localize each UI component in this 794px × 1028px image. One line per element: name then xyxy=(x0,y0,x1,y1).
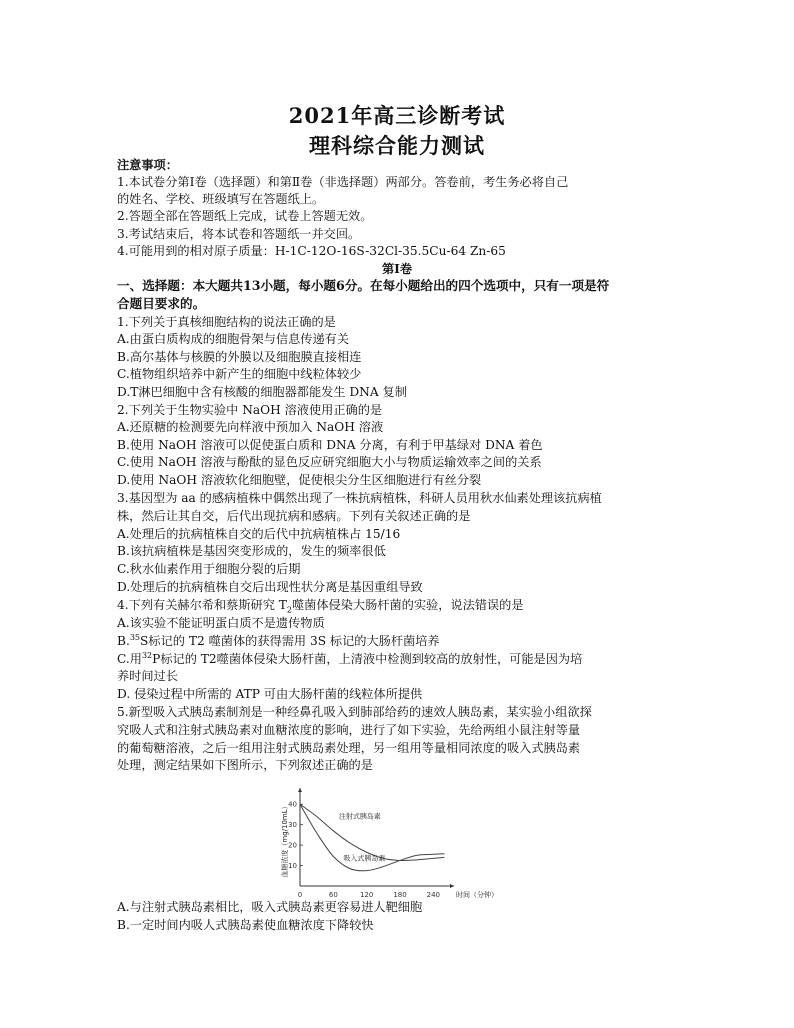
q2-option-c: C.使用 NaOH 溶液与酚酞的显色反应研究细胞大小与物质运输效率之间的关系 xyxy=(117,455,542,469)
q3-stem-1: 3.基因型为 aa 的感病植株中偶然出现了一株抗病植株，科研人员用秋水仙素处理该抗病植 xyxy=(117,491,602,505)
series-label-injected: 注射式胰岛素 xyxy=(338,812,381,821)
q4-stem: 4.下列有关赫尔希和蔡斯研究 $T_2$噬菌体侵染大肠杆菌的实验，说法错误的是 xyxy=(117,598,524,615)
x-tick-label: 0 xyxy=(297,891,303,899)
q3-option-b: B.该抗病植株是基因突变形成的，发生的频率很低 xyxy=(117,544,386,558)
q3-option-d: D.处理后的抗病植株自交后出现性状分离是基因重组导致 xyxy=(117,580,423,594)
chart-axes xyxy=(298,788,454,888)
part-title: 第Ⅰ卷 xyxy=(381,262,413,276)
q3-option-c: C.秋水仙素作用于细胞分裂的后期 xyxy=(117,562,301,576)
q5-stem-1: 5.新型吸入式胰岛素制剂是一种经鼻孔吸入到肺部给药的速效人胰岛素，某实验小组欲探 xyxy=(117,705,592,719)
q5-stem-3: 的葡萄糖溶液，之后一组用注射式胰岛素处理，另一组用等量相同浓度的吸入式胰岛素 xyxy=(117,741,581,755)
page-subtitle: 理科综合能力测试 xyxy=(309,133,485,158)
x-axis-title: 时间（分钟） xyxy=(456,891,498,899)
y-tick-label: 40 xyxy=(288,800,297,809)
q1-option-a: A.由蛋白质构成的细胞骨架与信息传递有关 xyxy=(117,332,350,346)
notice-line-1: 1.本试卷分第Ⅰ卷（选择题）和第Ⅱ卷（非选择题）两部分。答卷前，考生务必将自己 xyxy=(117,175,569,189)
notice-line-4: 3.考试结束后，将本试卷和答题纸一并交回。 xyxy=(117,227,361,241)
q2-option-a: A.还原糖的检测要先向样液中预加入 NaOH 溶液 xyxy=(117,420,384,434)
q3-option-a: A.处理后的抗病植株自交的后代中抗病植株占 15/16 xyxy=(117,527,401,541)
q5-option-a: A.与注射式胰岛素相比，吸入式胰岛素更容易进人靶细胞 xyxy=(117,900,423,914)
q5-stem-2: 究吸人式和注射式胰岛素对血糖浓度的影响，进行了如下实验，先给两组小鼠注射等量 xyxy=(117,723,581,737)
notice-line-5: 4.可能用到的相对原子质量：H-1C-12O-16S-32Cl-35.5Cu-64 Zn-65 xyxy=(117,244,506,258)
x-tick-label: 60 xyxy=(328,891,338,899)
x-tick-label: 240 xyxy=(426,891,441,899)
q2-stem: 2.下列关于生物实验中 NaOH 溶液使用正确的是 xyxy=(117,403,383,417)
q1-option-b: B.高尔基体与核膜的外膜以及细胞膜直接相连 xyxy=(117,350,362,364)
y-axis-title: 血糖浓度（mg/10mL） xyxy=(281,802,289,878)
q1-option-c: C.植物组织培养中新产生的细胞中线粒体较少 xyxy=(117,367,362,381)
section-instruction-2: 合题目要求的。 xyxy=(117,296,206,311)
x-tick-label: 120 xyxy=(359,891,374,899)
y-tick-label: 20 xyxy=(288,841,297,850)
notice-line-2: 的姓名、学校、班级填写在答题纸上。 xyxy=(117,192,325,206)
q4-option-a: A.该实验不能证明蛋白质不是遗传物质 xyxy=(117,616,325,630)
x-tick-label: 180 xyxy=(393,891,407,899)
y-tick-label: 10 xyxy=(288,862,297,871)
blood-glucose-chart xyxy=(268,780,498,900)
series-label-inhaled: 吸入式胰岛素 xyxy=(343,854,386,863)
x-axis-arrow xyxy=(450,884,454,888)
y-tick-label: 30 xyxy=(288,821,297,830)
q1-stem: 1.下列关于真核细胞结构的说法正确的是 xyxy=(117,315,336,329)
q3-stem-2: 株，然后让其自交，后代出现抗病和感病。下列有关叙述正确的是 xyxy=(117,509,471,523)
notice-line-3: 2.答题全部在答题纸上完成，试卷上答题无效。 xyxy=(117,209,373,223)
q2-option-d: D.使用 NaOH 溶液软化细胞壁，促使根尖分生区细胞进行有丝分裂 xyxy=(117,473,482,487)
chart-labels xyxy=(280,802,498,899)
q2-option-b: B.使用 NaOH 溶液可以促使蛋白质和 DNA 分离，有利于甲基绿对 DNA 着色 xyxy=(117,438,543,452)
q4-option-c-cont: 养时间过长 xyxy=(117,669,178,683)
section-instruction-1: 一、选择题：本大题共13小题，每小题6分。在每小题给出的四个选项中，只有一项是符 xyxy=(117,278,610,293)
q4-option-c: C.用$^{32}$P标记的 T2噬菌体侵染大肠杆菌，上清液中检测到较高的放射性，可能是因为培 xyxy=(117,650,583,666)
q5-stem-4: 处理，测定结果如下图所示，下列叙述正确的是 xyxy=(117,758,373,772)
page-title: 2021年高三诊断考试 xyxy=(288,103,506,128)
q4-option-b: B.$^{35}$S标记的 T2 噬菌体的获得需用 3S 标记的大肠杆菌培养 xyxy=(117,632,440,648)
q5-option-b: B.一定时间内吸人式胰岛素使血糖浓度下降较快 xyxy=(117,918,374,932)
q4-option-d: D. 侵染过程中所需的 ATP 可由大肠杆菌的线粒体所提供 xyxy=(117,687,423,701)
q1-option-d: D.T淋巴细胞中含有核酸的细胞器都能发生 DNA 复制 xyxy=(117,385,407,399)
notice-heading: 注意事项： xyxy=(117,158,178,172)
y-axis-arrow xyxy=(298,788,302,792)
